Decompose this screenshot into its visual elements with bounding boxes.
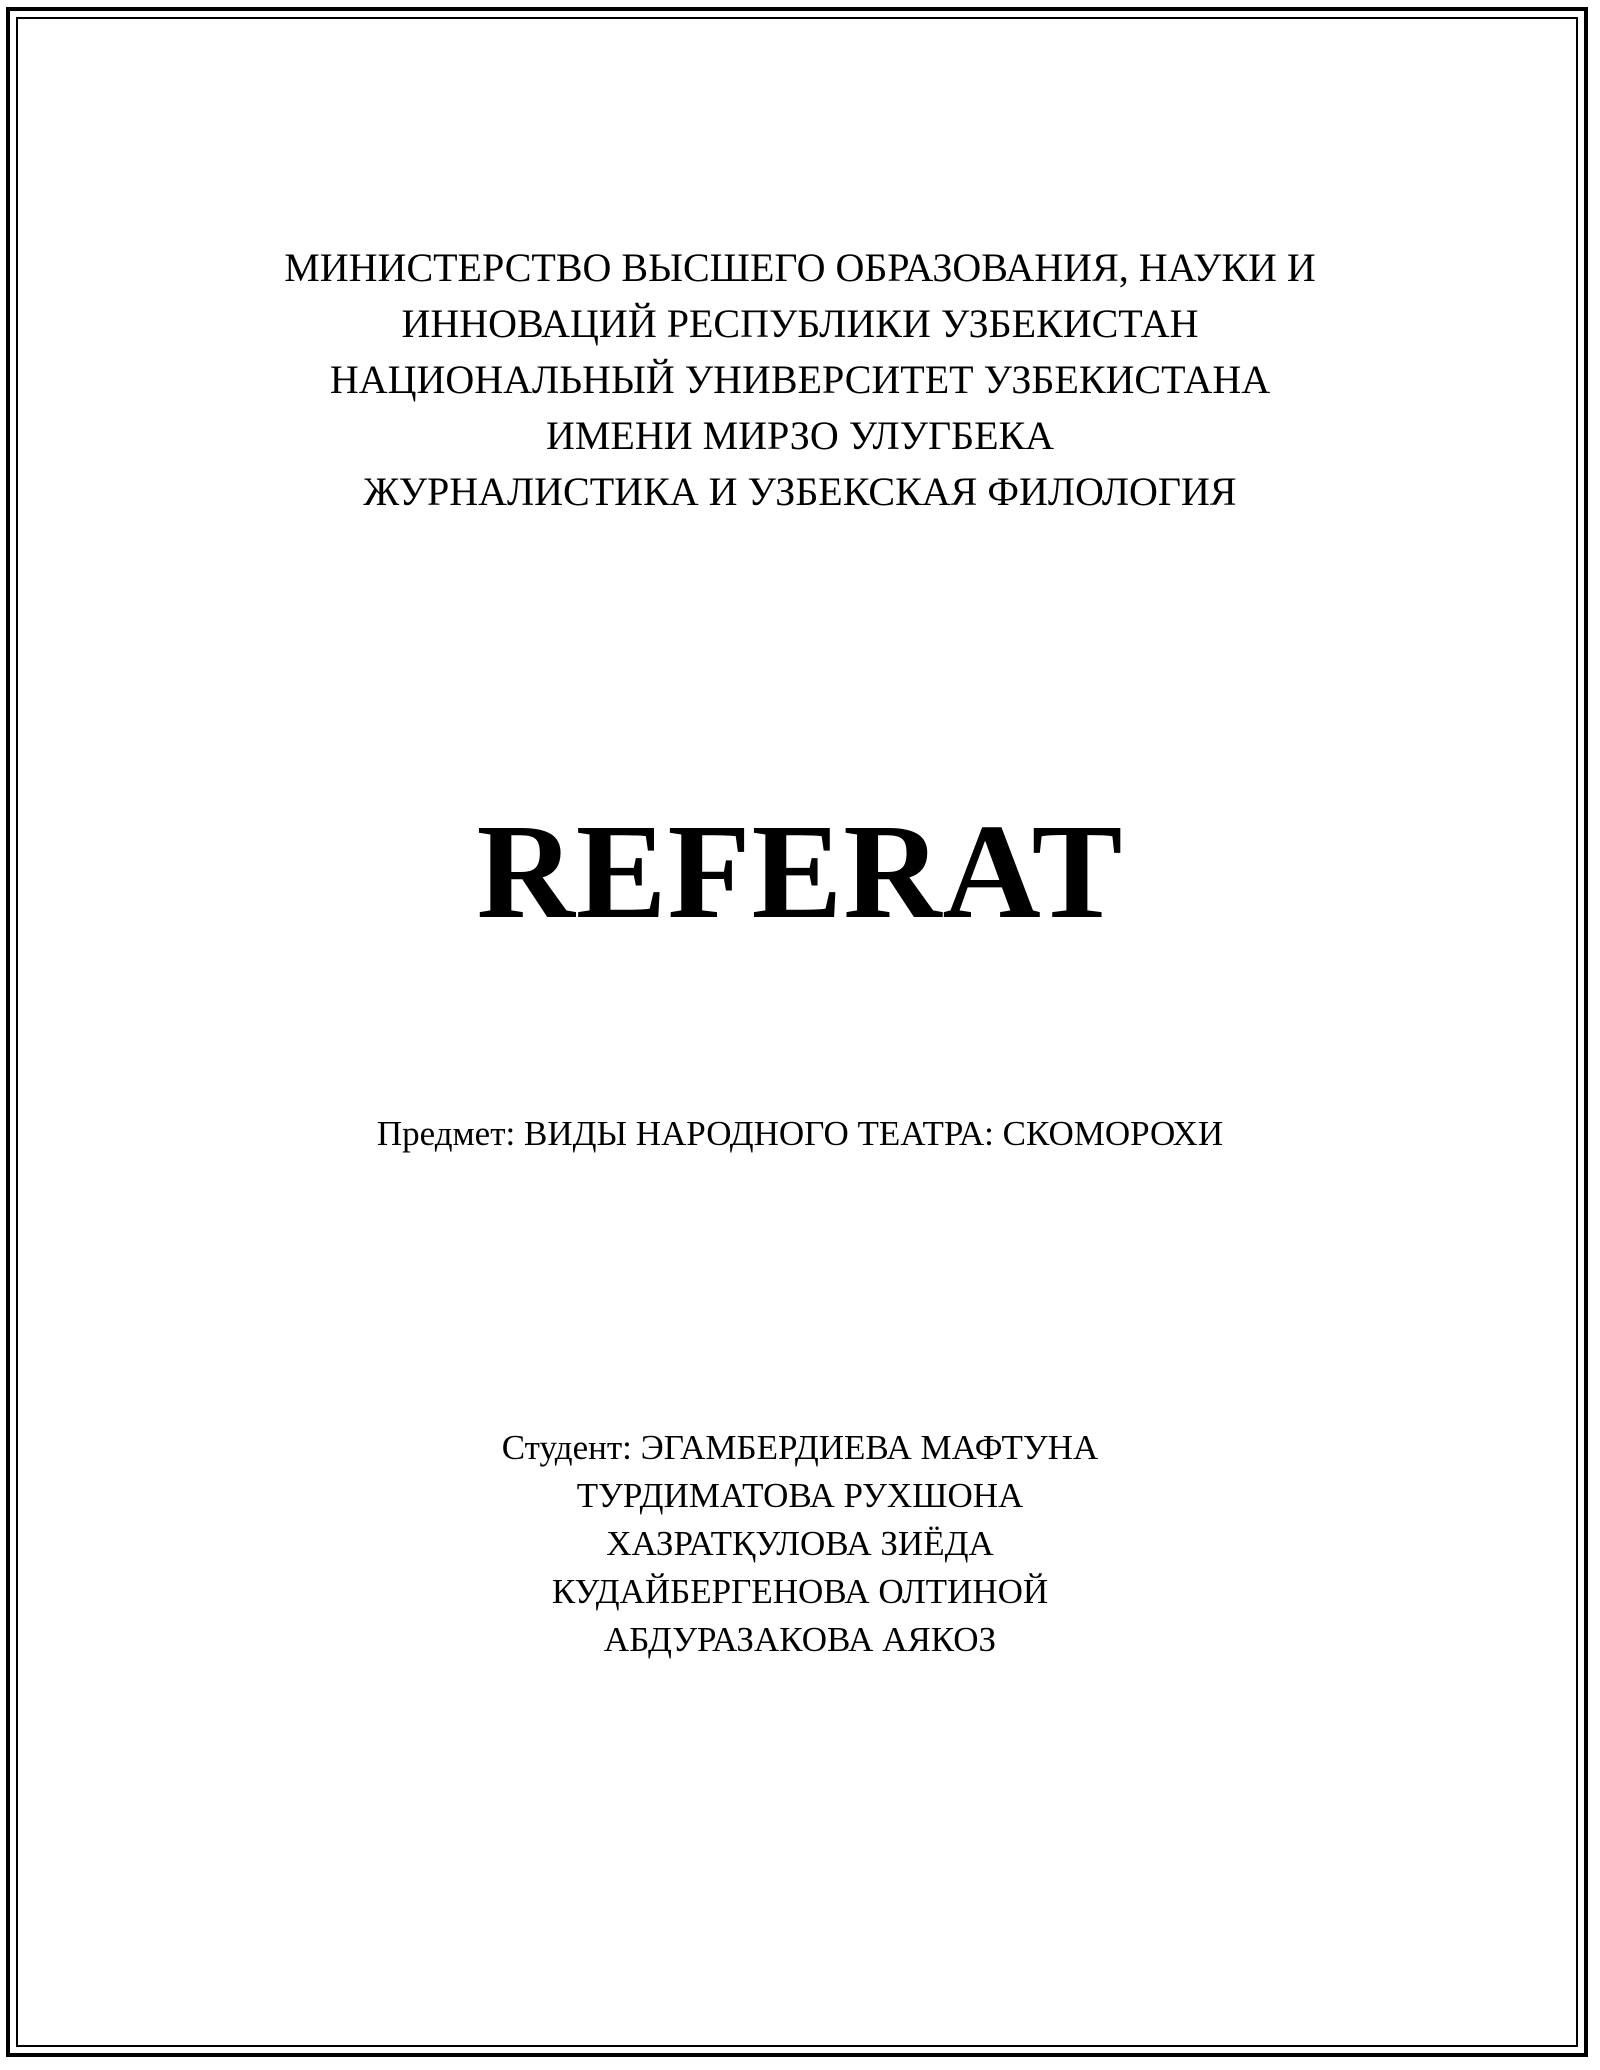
student-name: ЭГАМБЕРДИЕВА МАФТУНА xyxy=(640,1428,1099,1467)
institution-header xyxy=(0,240,1600,520)
document-title: REFERAT xyxy=(476,797,1124,947)
header-line-university: НАЦИОНАЛЬНЫЙ УНИВЕРСИТЕТ УЗБЕКИСТАНА xyxy=(329,357,1271,402)
header-line-university-cont: ИМЕНИ МИРЗО УЛУГБЕКА xyxy=(545,413,1055,458)
header-line-ministry-cont: ИННОВАЦИЙ РЕСПУБЛИКИ УЗБЕКИСТАН xyxy=(401,301,1199,346)
student-line-first xyxy=(0,1424,1600,1472)
students-block xyxy=(0,1424,1600,1664)
students-label: Студент: xyxy=(501,1428,632,1467)
student-name: КУДАЙБЕРГЕНОВА ОЛТИНОЙ xyxy=(551,1572,1049,1611)
student-name: ТУРДИМАТОВА РУХШОНА xyxy=(576,1476,1024,1515)
subject-label: Предмет: xyxy=(376,1114,516,1153)
subject-line xyxy=(0,1110,1600,1158)
student-name: АБДУРАЗАКОВА АЯКОЗ xyxy=(603,1620,997,1659)
subject-value: ВИДЫ НАРОДНОГО ТЕАТРА: СКОМОРОХИ xyxy=(523,1114,1224,1153)
student-name: ХАЗРАТҚУЛОВА ЗИЁДА xyxy=(606,1524,994,1563)
header-line-ministry: МИНИСТЕРСТВО ВЫСШЕГО ОБРАЗОВАНИЯ, НАУКИ И xyxy=(284,245,1316,290)
header-line-faculty: ЖУРНАЛИСТИКА И УЗБЕКСКАЯ ФИЛОЛОГИЯ xyxy=(363,469,1237,514)
